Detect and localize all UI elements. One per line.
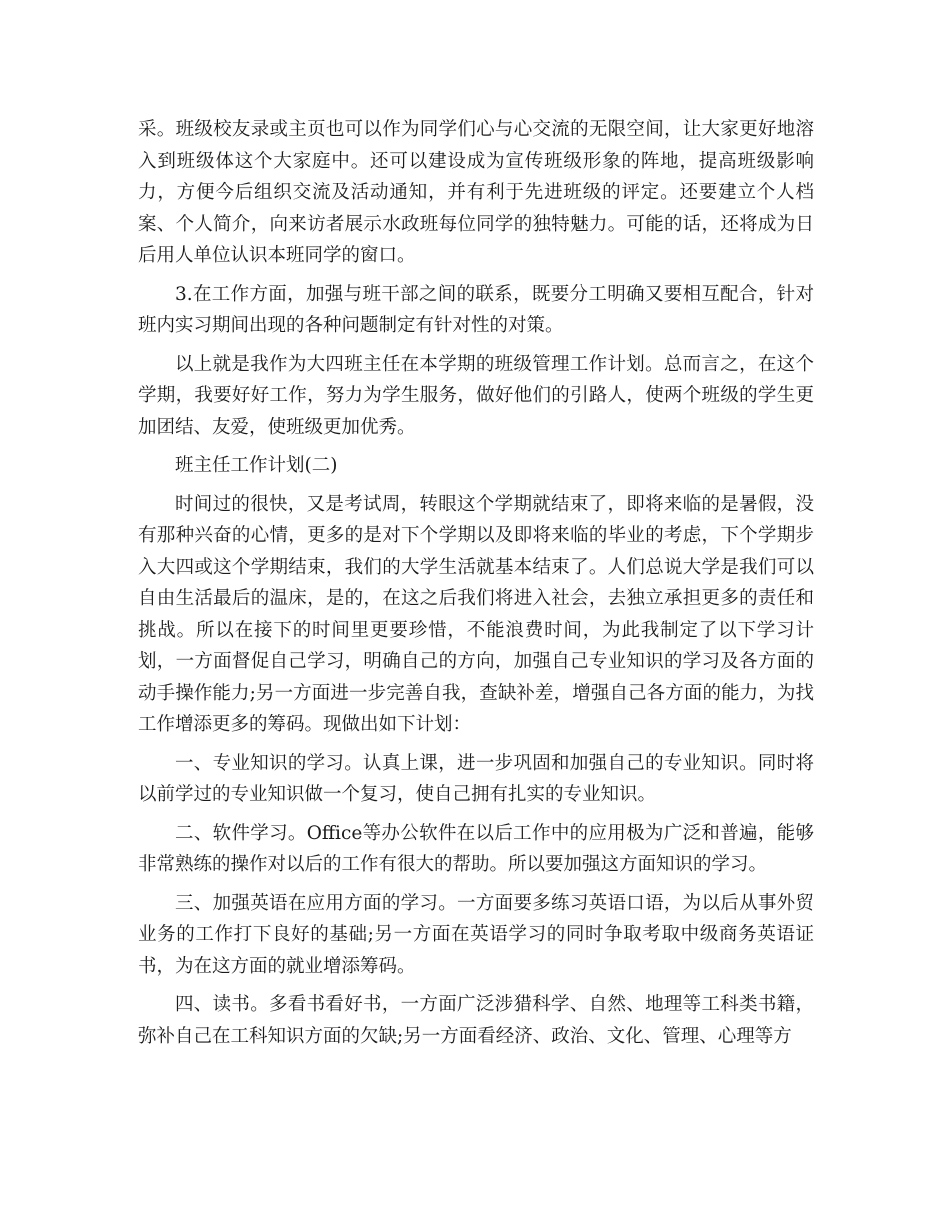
paragraph-work-aspect: 3.在工作方面，加强与班干部之间的联系，既要分工明确又要相互配合，针对班内实习期间出现的各种问题制定有针对性的对策。 (138, 283, 814, 336)
document-body (138, 114, 814, 1059)
paragraph-summary: 以上就是我作为大四班主任在本学期的班级管理工作计划。总而言之，在这个学期，我要好好工作，努力为学生服务，做好他们的引路人，使两个班级的学生更加团结、友爱，使班级更加优秀。 (138, 353, 814, 438)
paragraph-item-2: 二、软件学习。Office等办公软件在以后工作中的应用极为广泛和普遍，能够非常熟练的操作对以后的工作有很大的帮助。所以要加强这方面知识的学习。 (138, 822, 814, 875)
paragraph-item-3: 三、加强英语在应用方面的学习。一方面要多练习英语口语，为以后从事外贸业务的工作打下良好的基础;另一方面在英语学习的同时争取考取中级商务英语证书，为在这方面的就业增添筹码。 (138, 892, 814, 977)
paragraph-continuation: 采。班级校友录或主页也可以作为同学们心与心交流的无限空间，让大家更好地溶入到班级体这个大家庭中。还可以建设成为宣传班级形象的阵地，提高班级影响力，方便今后组织交流及活动通知，并有利于先进班级的评定。还要建立个人档案、个人简介，向来访者展示水政班每位同学的独特魅力。可能的话，还将成为日后用人单位认识本班同学的窗口。 (138, 119, 814, 266)
section-heading: 班主任工作计划(二) (175, 455, 338, 476)
paragraph-item-1: 一、专业知识的学习。认真上课，进一步巩固和加强自己的专业知识。同时将以前学过的专业知识做一个复习，使自己拥有扎实的专业知识。 (138, 752, 814, 805)
paragraph-item-4: 四、读书。多看书看好书，一方面广泛涉猎科学、自然、地理等工科类书籍，弥补自己在工科知识方面的欠缺;另一方面看经济、政治、文化、管理、心理等方 (138, 994, 814, 1047)
paragraph-intro: 时间过的很快，又是考试周，转眼这个学期就结束了，即将来临的是暑假，没有那种兴奋的心情，更多的是对下个学期以及即将来临的毕业的考虑，下个学期步入大四或这个学期结束，我们的大学生活就基本结束了。人们总说大学是我们可以自由生活最后的温床，是的，在这之后我们将进入社会，去独立承担更多的责任和挑战。所以在接下的时间里更要珍惜，不能浪费时间，为此我制定了以下学习计划，一方面督促自己学习，明确自己的方向，加强自己专业知识的学习及各方面的动手操作能力;另一方面进一步完善自我，查缺补差，增强自己各方面的能力，为找工作增添更多的筹码。现做出如下计划： (138, 493, 814, 735)
